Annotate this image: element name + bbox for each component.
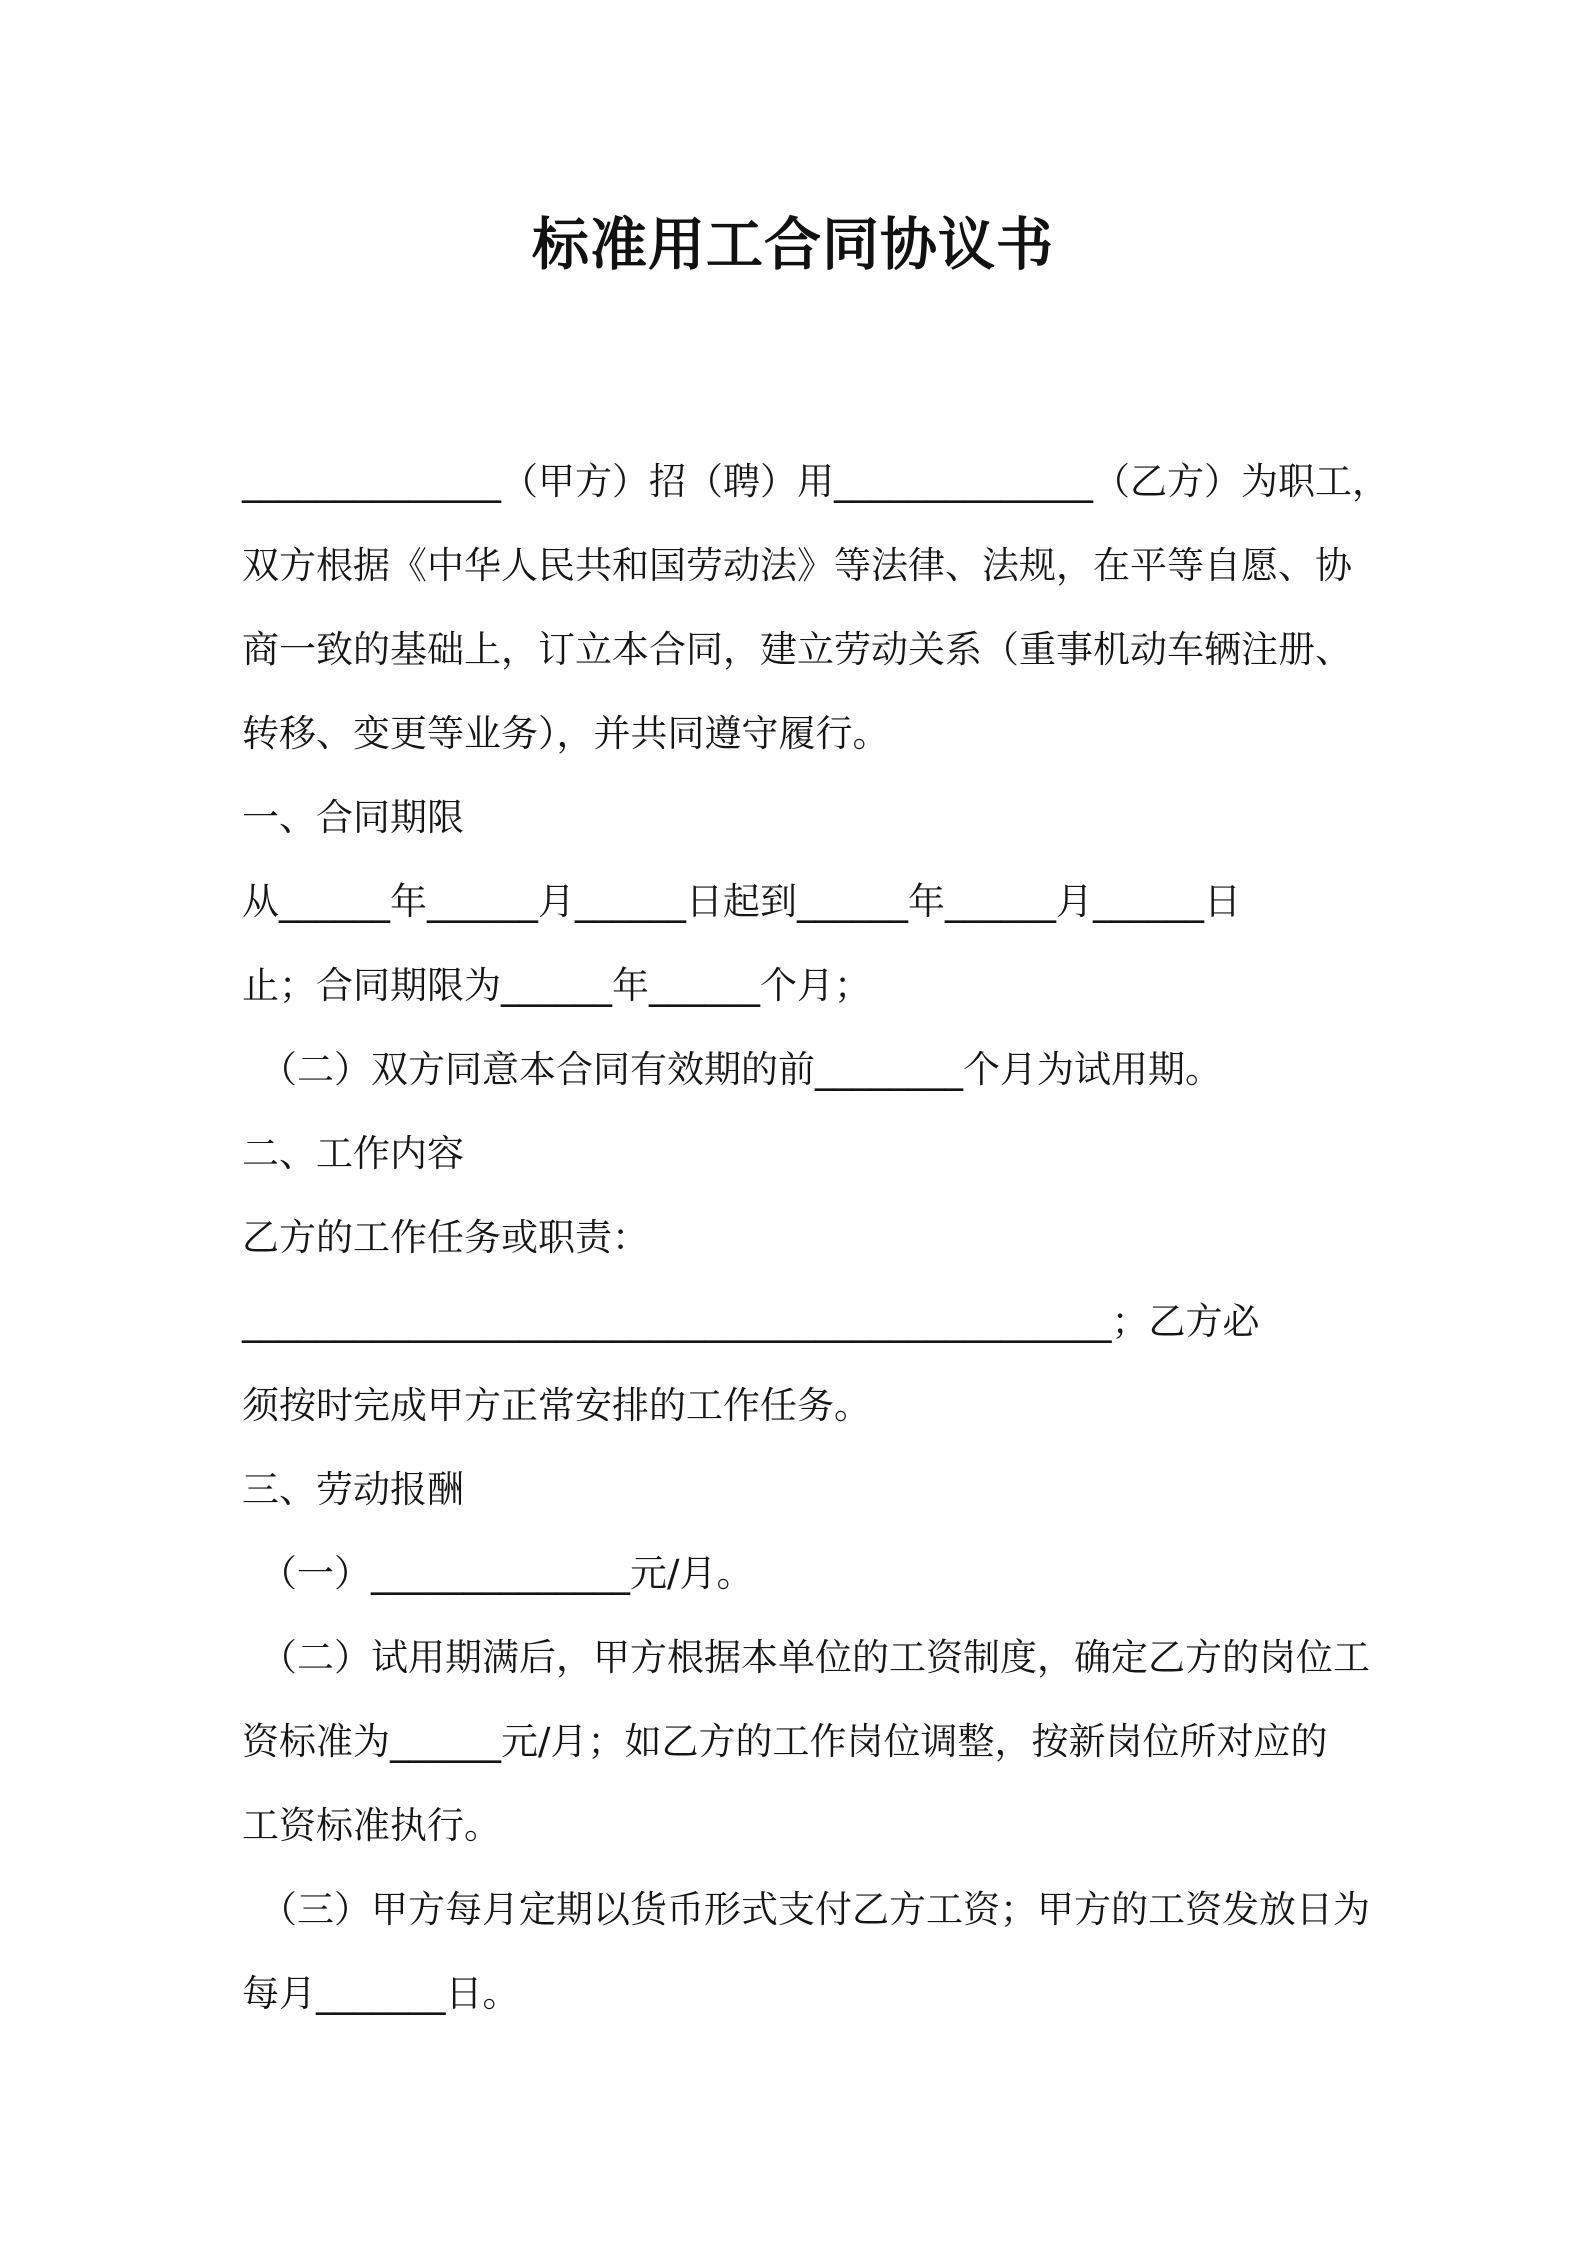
remuneration-clause-3-line-2: 每月_______日。 bbox=[242, 1972, 520, 2015]
contract-term-dates-line-1: 从______年______月______日起到______年______月______日 bbox=[242, 880, 1241, 923]
remuneration-clause-2-line-1: （二）试用期满后，甲方根据本单位的工资制度，确定乙方的岗位工 bbox=[260, 1636, 1370, 1679]
remuneration-clause-2-line-2: 资标准为______元/月；如乙方的工作岗位调整，按新岗位所对应的 bbox=[242, 1720, 1328, 1763]
paragraph-line-intro-1: ______________（甲方）招（聘）用______________（乙方）为职工， bbox=[242, 460, 1389, 503]
paragraph-line-intro-4: 转移、变更等业务），并共同遵守履行。 bbox=[242, 712, 890, 755]
job-duties-line-2: 须按时完成甲方正常安排的工作任务。 bbox=[242, 1384, 871, 1427]
remuneration-clause-3-line-1: （三）甲方每月定期以货币形式支付乙方工资；甲方的工资发放日为 bbox=[260, 1888, 1370, 1931]
contract-term-dates-line-2: 止；合同期限为______年______个月； bbox=[242, 964, 871, 1007]
remuneration-clause-2-line-3: 工资标准执行。 bbox=[242, 1804, 501, 1847]
document-title: 标准用工合同协议书 bbox=[532, 212, 1054, 278]
probation-clause: （二）双方同意本合同有效期的前________个月为试用期。 bbox=[260, 1048, 1222, 1091]
section-heading-contract-term: 一、合同期限 bbox=[242, 796, 464, 839]
section-heading-job-content: 二、工作内容 bbox=[242, 1132, 464, 1175]
job-duties-blank-line: _______________________________________________；乙方必 bbox=[242, 1300, 1260, 1343]
paragraph-line-intro-3: 商一致的基础上，订立本合同，建立劳动关系（重事机动车辆注册、 bbox=[242, 628, 1352, 671]
remuneration-clause-1: （一）______________元/月。 bbox=[260, 1552, 754, 1595]
paragraph-line-intro-2: 双方根据《中华人民共和国劳动法》等法律、法规，在平等自愿、协 bbox=[242, 544, 1352, 587]
section-heading-remuneration: 三、劳动报酬 bbox=[242, 1468, 464, 1511]
job-duties-label: 乙方的工作任务或职责： bbox=[242, 1216, 649, 1259]
document-body bbox=[242, 440, 1389, 2036]
